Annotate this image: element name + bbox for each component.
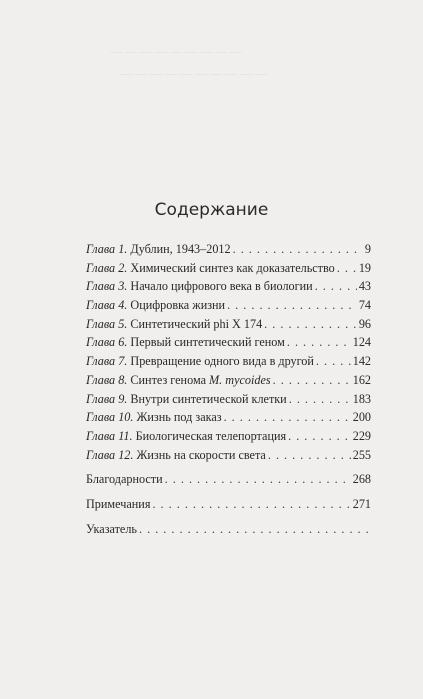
- entry-title: Оцифровка жизни: [130, 298, 226, 313]
- page-title: Содержание: [154, 200, 269, 220]
- chapter-number: Глава 11.: [86, 428, 133, 443]
- entry-title: Указатель: [86, 521, 137, 536]
- entry-title: Первый синтетический геном: [130, 335, 285, 350]
- chapter-number: Глава 2.: [86, 260, 128, 275]
- toc-entry-label: [86, 470, 163, 489]
- page-number: 9: [364, 242, 371, 256]
- page-number: 96: [358, 316, 371, 331]
- toc-entry-label: [86, 296, 225, 315]
- chapter-number: Глава 12.: [86, 447, 134, 462]
- chapter-number: Глава 5.: [86, 316, 128, 331]
- toc-entry-label: [86, 259, 335, 278]
- toc-entry-label: [86, 520, 137, 539]
- chapter-number: Глава 6.: [86, 335, 128, 350]
- page-number: 268: [352, 472, 371, 487]
- chapter-number: Глава 3.: [86, 279, 128, 294]
- page-number: 229: [352, 428, 371, 443]
- dot-leader: [289, 390, 351, 409]
- entry-title: Синтез генома: [130, 372, 210, 387]
- chapter-number: Глава 10.: [86, 410, 134, 425]
- page-number: 271: [352, 496, 371, 511]
- page-number: 162: [352, 372, 371, 387]
- chapter-number: Глава 4.: [86, 298, 128, 313]
- entry-title: Примечания: [86, 496, 151, 511]
- toc-entry[interactable]: [86, 495, 371, 514]
- toc-entry[interactable]: [86, 315, 371, 334]
- toc-entry-label: [86, 446, 266, 465]
- entry-title: Начало цифрового века в биологии: [130, 279, 313, 294]
- toc-entry-label: [86, 390, 287, 409]
- toc-entry[interactable]: [86, 520, 371, 539]
- toc-entry-label: [86, 240, 231, 259]
- toc-entry[interactable]: [86, 277, 371, 296]
- bleed-through-text: — — — — — — — — —: [110, 44, 242, 58]
- toc-entry[interactable]: [86, 408, 371, 427]
- toc-entry[interactable]: [86, 296, 371, 315]
- entry-title: Превращение одного вида в другой: [130, 354, 314, 369]
- page-number: 200: [352, 410, 371, 425]
- chapter-number: Глава 8.: [86, 372, 128, 387]
- entry-title: Химический синтез как доказательство: [130, 260, 335, 275]
- dot-leader: [233, 240, 363, 259]
- toc-entry-label: [86, 427, 286, 446]
- toc-entry[interactable]: [86, 352, 371, 371]
- page-number: 19: [358, 260, 371, 275]
- dot-leader: [337, 259, 357, 278]
- dot-leader: [264, 315, 357, 334]
- chapter-list: [86, 240, 371, 464]
- dot-leader: [268, 446, 351, 465]
- toc-entry-label: [86, 315, 262, 334]
- bleed-through-text: — — — — — — — — — —: [120, 66, 267, 80]
- dot-leader: [139, 520, 369, 539]
- toc-entry[interactable]: [86, 371, 371, 390]
- page-number: 43: [358, 279, 371, 294]
- toc-entry[interactable]: [86, 333, 371, 352]
- toc-entry[interactable]: [86, 427, 371, 446]
- table-of-contents: [86, 240, 371, 538]
- entry-title: Жизнь на скорости света: [136, 447, 266, 462]
- toc-entry-label: [86, 333, 285, 352]
- dot-leader: [273, 371, 351, 390]
- toc-entry[interactable]: [86, 470, 371, 489]
- dot-leader: [287, 333, 351, 352]
- page-number: 183: [352, 391, 371, 406]
- entry-title: Благодарности: [86, 472, 163, 487]
- toc-entry-label: [86, 352, 314, 371]
- dot-leader: [165, 470, 351, 489]
- dot-leader: [227, 296, 357, 315]
- chapter-number: Глава 1.: [86, 242, 128, 256]
- page-number: 142: [352, 354, 371, 369]
- dot-leader: [316, 352, 351, 371]
- chapter-number: Глава 7.: [86, 354, 128, 369]
- toc-entry-label: [86, 408, 222, 427]
- toc-entry[interactable]: [86, 390, 371, 409]
- entry-title: Биологическая телепортация: [135, 428, 287, 443]
- entry-title: Синтетический phi X 174: [130, 316, 263, 331]
- entry-title-italic: M. mycoides: [209, 372, 271, 387]
- dot-leader: [152, 495, 350, 514]
- page-number: 124: [352, 335, 371, 350]
- entry-title: Внутри синтетической клетки: [130, 391, 287, 406]
- dot-leader: [288, 427, 351, 446]
- toc-entry[interactable]: [86, 259, 371, 278]
- entry-title: Жизнь под заказ: [136, 410, 222, 425]
- toc-entry[interactable]: [86, 446, 371, 465]
- dot-leader: [315, 277, 357, 296]
- entry-title: Дублин, 1943–2012: [130, 242, 231, 256]
- page-number: 74: [358, 298, 371, 313]
- dot-leader: [224, 408, 351, 427]
- chapter-number: Глава 9.: [86, 391, 128, 406]
- page-number: 255: [352, 447, 371, 462]
- toc-entry-label: [86, 371, 271, 390]
- toc-entry-label: [86, 495, 150, 514]
- extras-list: [86, 464, 371, 538]
- toc-entry[interactable]: [86, 240, 371, 259]
- toc-entry-label: [86, 277, 313, 296]
